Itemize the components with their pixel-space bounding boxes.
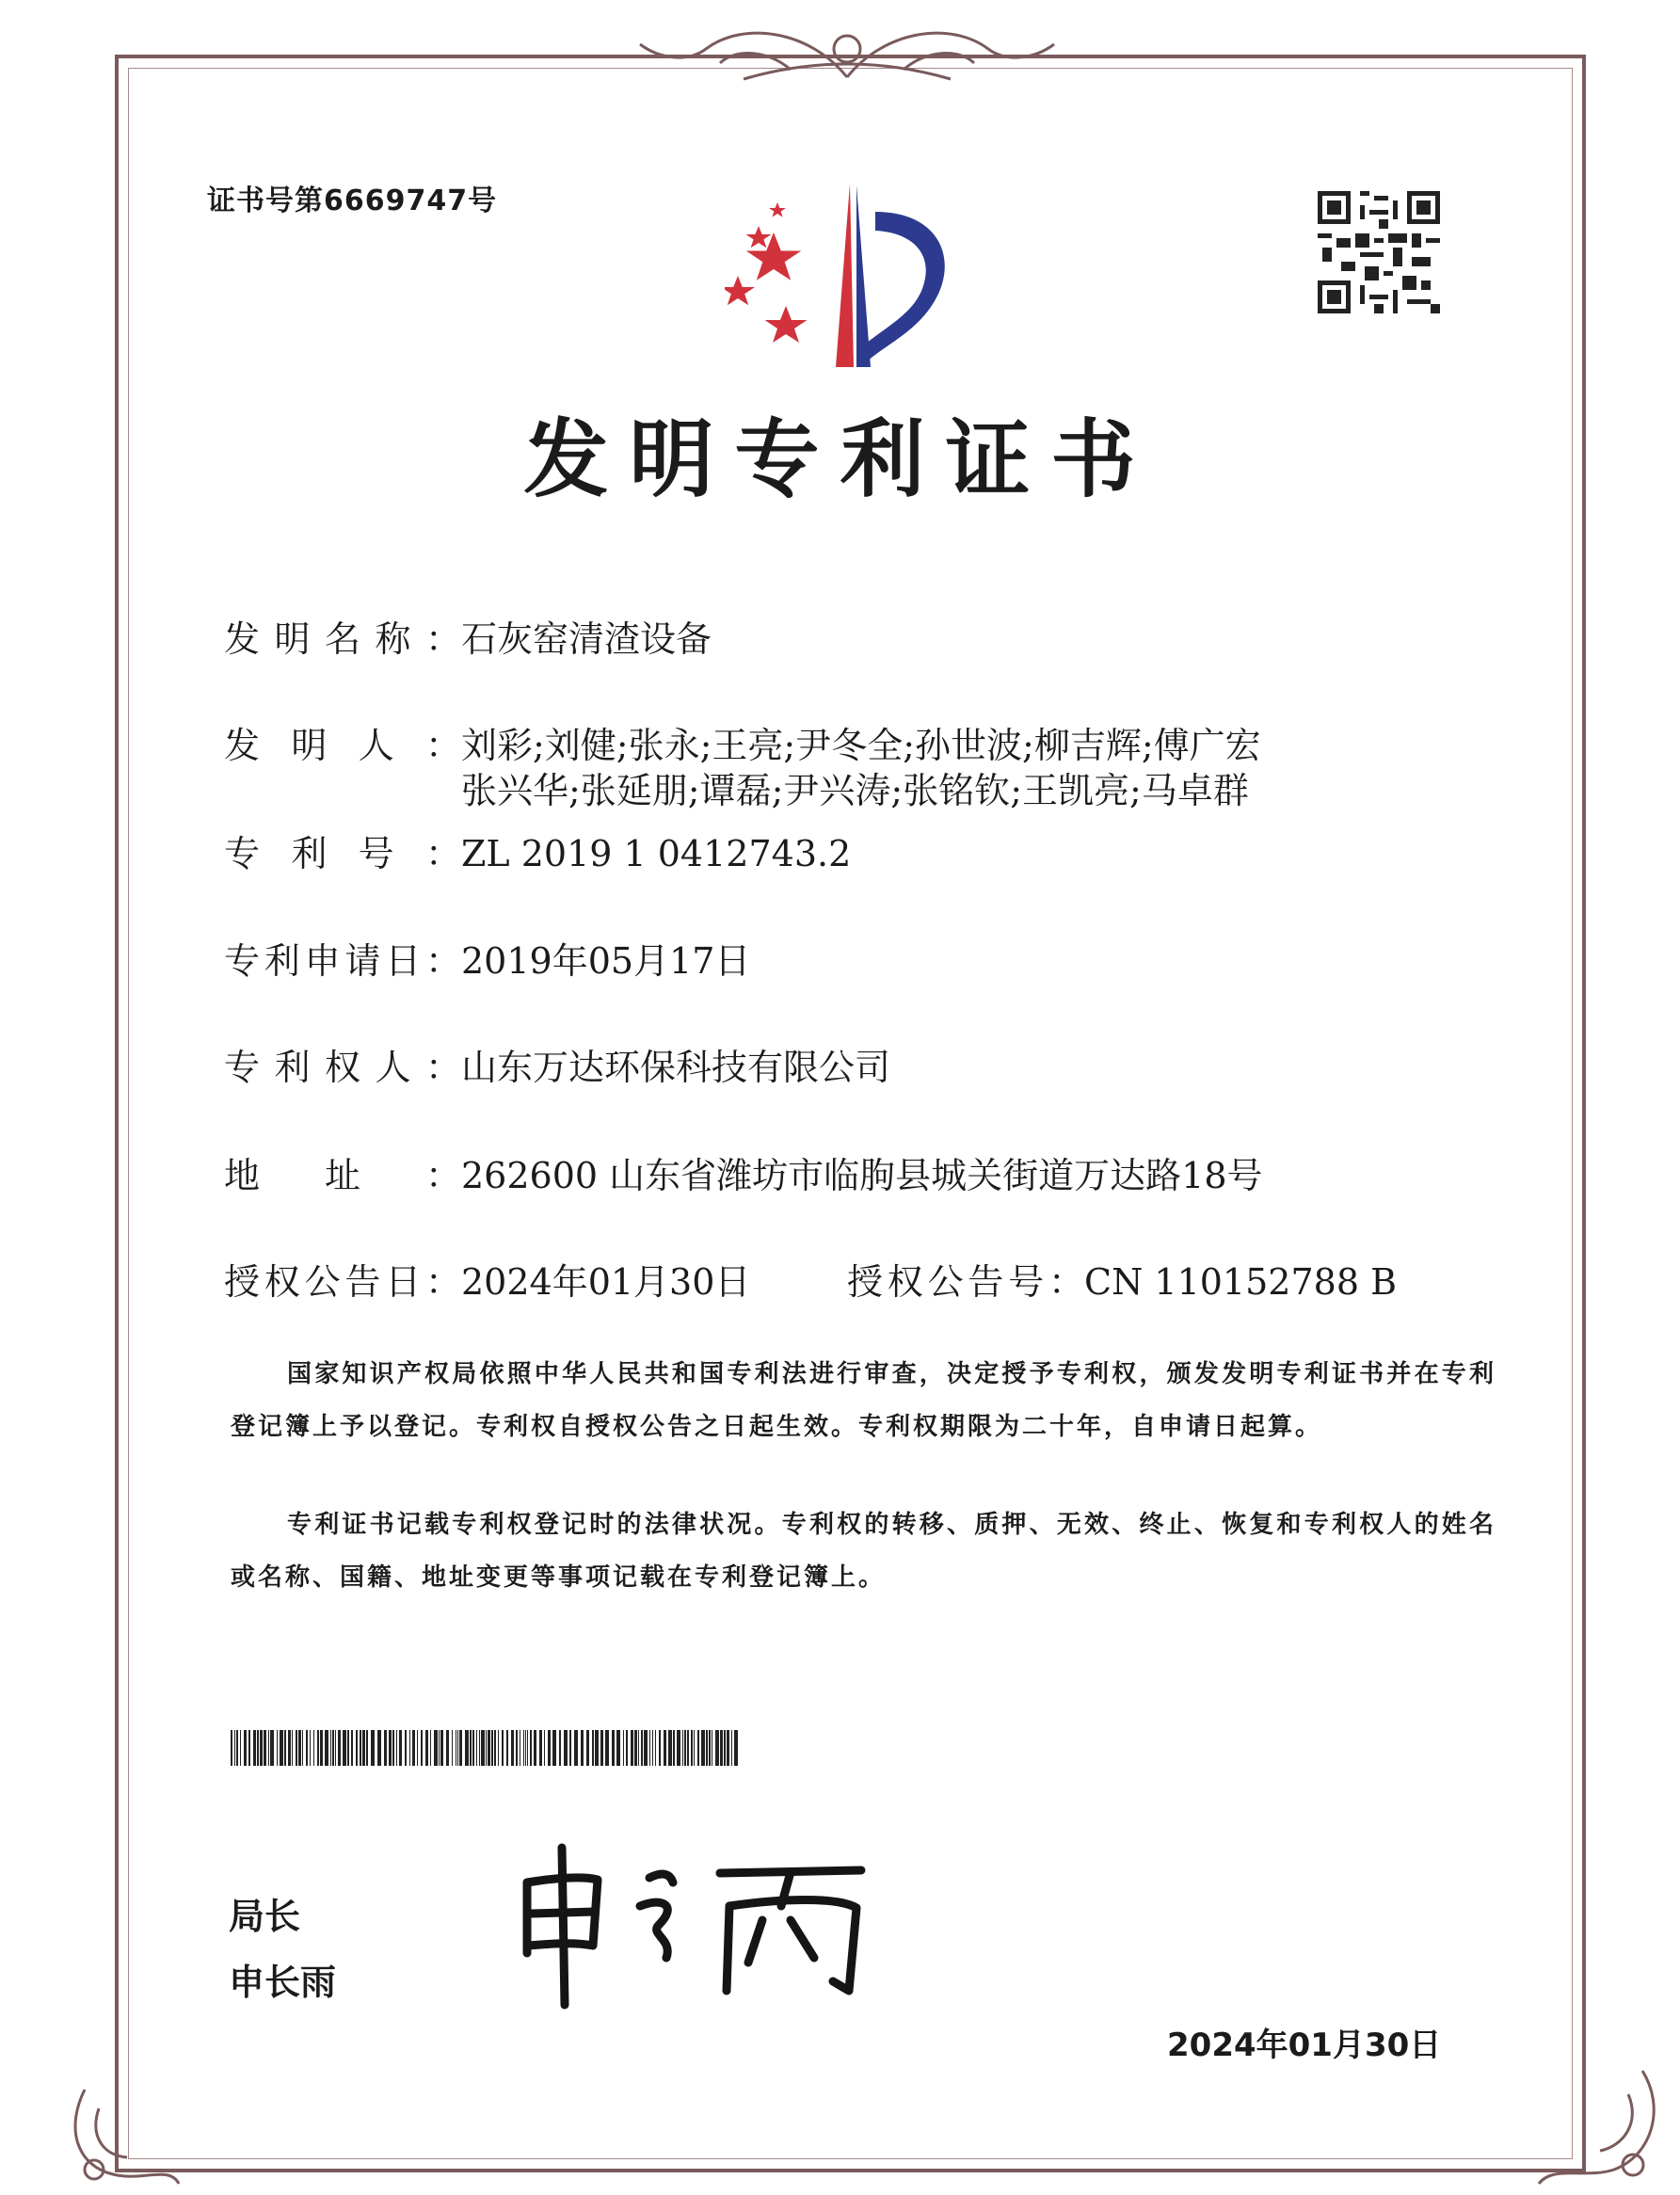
inventors-value-line2: 张兴华;张延朋;谭磊;尹兴涛;张铭钦;王凯亮;马卓群: [461, 770, 1249, 811]
address-value: 262600 山东省潍坊市临朐县城关街道万达路18号: [461, 1155, 1263, 1196]
grant-date-label: 授权公告日：: [224, 1261, 461, 1303]
grant-number-value: CN 110152788 B: [1084, 1261, 1397, 1303]
patentee-label: 专利权人：: [224, 1047, 461, 1088]
bottom-left-ornament: [56, 2071, 198, 2193]
patent-number-label: 专利号：: [224, 833, 461, 874]
qr-code-icon: [1318, 191, 1440, 313]
issue-date: 2024年01月30日: [1167, 2027, 1442, 2064]
address-field: [224, 1153, 1263, 1198]
director-signature: [508, 1840, 875, 2010]
bottom-right-ornament: [1511, 2052, 1671, 2193]
application-date-field: [224, 938, 750, 984]
director-title: 局长: [229, 1896, 301, 1937]
grant-number-label: 授权公告号：: [847, 1261, 1084, 1303]
patentee-value: 山东万达环保科技有限公司: [461, 1047, 891, 1088]
application-date-label: 专利申请日：: [224, 940, 461, 982]
barcode-icon: [231, 1730, 744, 1766]
grant-number-field: [847, 1259, 1397, 1305]
cnipa-emblem-icon: [725, 174, 979, 377]
invention-name-label: 发明名称：: [224, 618, 461, 660]
director-name: 申长雨: [229, 1962, 337, 2003]
patent-number-value: ZL 2019 1 0412743.2: [461, 833, 852, 874]
certificate-number: 证书号第6669747号: [207, 184, 498, 217]
top-ornament: [602, 11, 1092, 96]
legal-paragraph-2: 专利证书记载专利权登记时的法律状况。专利权的转移、质押、无效、终止、恢复和专利权人的姓名或名称、国籍、地址变更等事项记载在专利登记簿上。: [231, 1511, 1496, 1592]
inventors-value-line1: 刘彩;刘健;张永;王亮;尹冬全;孙世波;柳吉辉;傅广宏: [461, 725, 1261, 766]
application-date-value: 2019年05月17日: [461, 940, 751, 982]
patent-number-field: [224, 831, 851, 876]
inventors-label: 发明人：: [224, 725, 461, 766]
invention-name-value: 石灰窑清渣设备: [461, 618, 712, 660]
patentee-field: [224, 1045, 890, 1090]
grant-date-field: [224, 1259, 750, 1305]
grant-date-value: 2024年01月30日: [461, 1261, 751, 1303]
inventors-field: [224, 723, 1261, 813]
certificate-title: 发明专利证书: [523, 410, 1157, 509]
legal-paragraph-1: 国家知识产权局依照中华人民共和国专利法进行审查，决定授予专利权，颁发发明专利证书并在专利登记簿上予以登记。专利权自授权公告之日起生效。专利权期限为二十年，自申请日起算。: [231, 1360, 1496, 1441]
invention-name-field: [224, 617, 712, 662]
address-label: 地址：: [224, 1155, 461, 1196]
